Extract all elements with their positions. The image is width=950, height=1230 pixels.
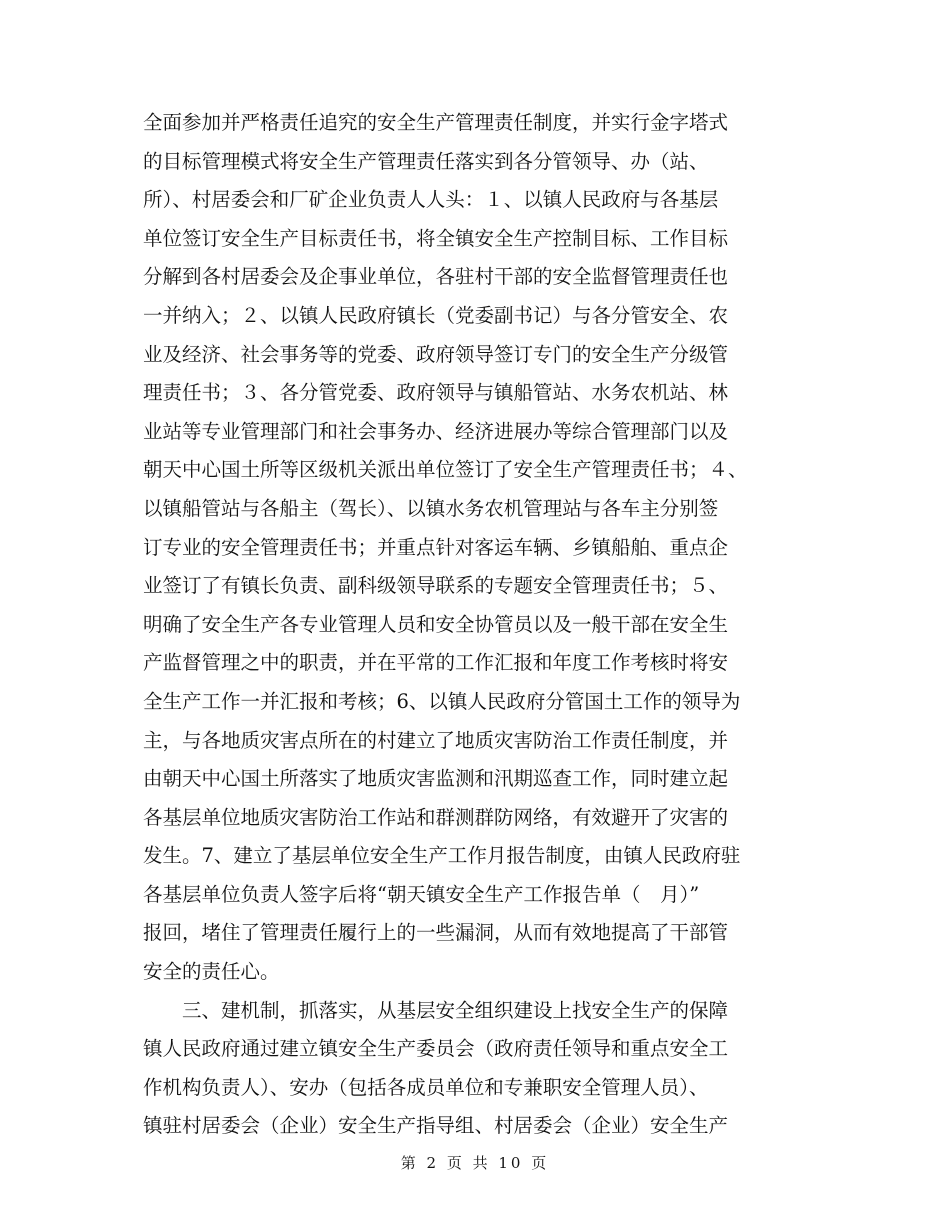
text-line: 分解到各村居委会及企事业单位，各驻村干部的安全监督管理责任也 xyxy=(143,265,729,289)
text-line: 所）、村居委会和厂矿企业负责人人头：１、以镇人民政府与各基层 xyxy=(143,188,719,212)
text-line: 发生。7、建立了基层单位安全生产工作月报告制度，由镇人民政府驻 xyxy=(143,844,741,868)
text-line: 作机构负责人）、安办（包括各成员单位和专兼职安全管理人员）、 xyxy=(143,1075,709,1099)
text-line: 安全的责任心。 xyxy=(143,960,280,984)
text-line: 业站等专业管理部门和社会事务办、经济进展办等综合管理部门以及 xyxy=(143,419,729,443)
text-line: 明确了安全生产各专业管理人员和安全协管员以及一般干部在安全生 xyxy=(143,612,729,636)
text-line: 各基层单位负责人签字后将“朝天镇安全生产工作报告单（ 月）” xyxy=(143,882,700,906)
text-line: 由朝天中心国土所落实了地质灾害监测和汛期巡查工作，同时建立起 xyxy=(143,767,729,791)
text-line: 以镇船管站与各船主（驾长）、以镇水务农机管理站与各车主分别签 xyxy=(143,496,719,520)
document-body xyxy=(143,104,803,1146)
text-line: 报回，堵住了管理责任履行上的一些漏洞，从而有效地提高了干部管 xyxy=(143,921,729,945)
text-line: 一并纳入；２、以镇人民政府镇长（党委副书记）与各分管安全、农 xyxy=(143,303,729,327)
text-line: 全面参加并严格责任追究的安全生产管理责任制度，并实行金字塔式 xyxy=(143,111,729,134)
text-line: 的目标管理模式将安全生产管理责任落实到各分管领导、办（站、 xyxy=(143,149,709,173)
text-line: 理责任书；３、各分管党委、政府领导与镇船管站、水务农机站、林 xyxy=(143,381,729,405)
text-line: 业签订了有镇长负责、副科级领导联系的专题安全管理责任书；５、 xyxy=(143,574,729,598)
text-line: 各基层单位地质灾害防治工作站和群测群防网络，有效避开了灾害的 xyxy=(143,805,729,829)
text-line: 朝天中心国土所等区级机关派出单位签订了安全生产管理责任书；４、 xyxy=(143,458,748,482)
text-line: 单位签订安全生产目标责任书，将全镇安全生产控制目标、工作目标 xyxy=(143,226,729,250)
section-heading-line: 三、建机制，抓落实，从基层安全组织建设上找安全生产的保障 xyxy=(143,998,729,1022)
text-line: 主，与各地质灾害点所在的村建立了地质灾害防治工作责任制度，并 xyxy=(143,728,729,752)
text-line: 全生产工作一并汇报和考核；6、以镇人民政府分管国土工作的领导为 xyxy=(143,689,741,713)
page-number: 第 2 页 共 10 页 xyxy=(400,1154,550,1172)
text-line: 订专业的安全管理责任书；并重点针对客运车辆、乡镇船舶、重点企 xyxy=(143,535,729,559)
text-line: 产监督管理之中的职责，并在平常的工作汇报和年度工作考核时将安 xyxy=(143,651,729,675)
text-line: 镇人民政府通过建立镇安全生产委员会（政府责任领导和重点安全工 xyxy=(143,1037,729,1061)
text-line: 镇驻村居委会（企业）安全生产指导组、村居委会（企业）安全生产 xyxy=(143,1114,729,1138)
text-line: 业及经济、社会事务等的党委、政府领导签订专门的安全生产分级管 xyxy=(143,342,729,366)
